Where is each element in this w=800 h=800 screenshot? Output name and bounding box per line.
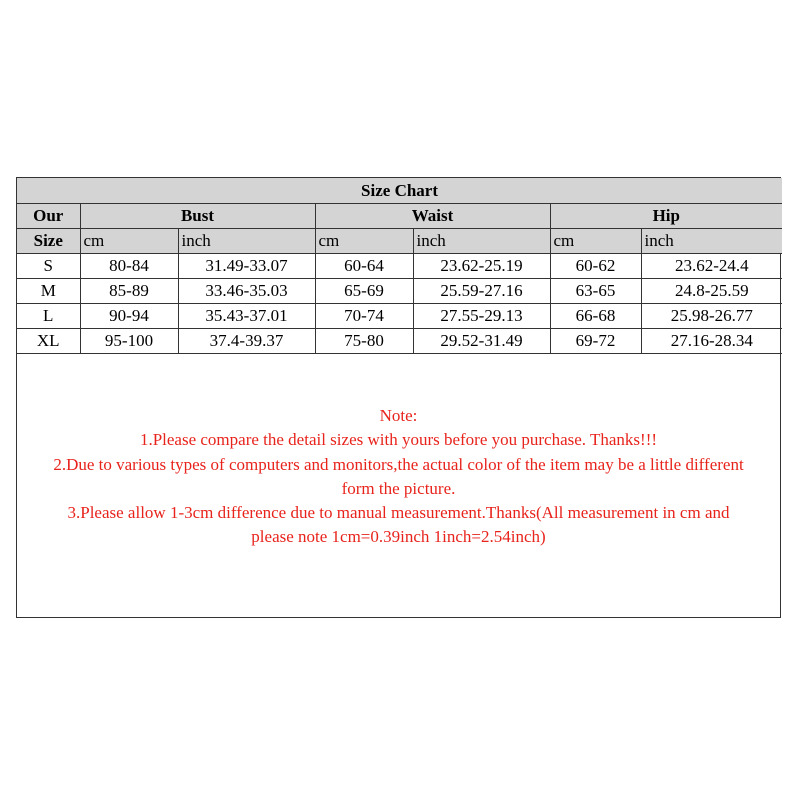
bust-inch-cell: 37.4-39.37	[178, 329, 315, 354]
size-chart	[16, 177, 781, 618]
table-row	[17, 254, 782, 279]
waist-inch-cell: 29.52-31.49	[413, 329, 550, 354]
hip-inch-header: inch	[641, 229, 782, 254]
table-row	[17, 279, 782, 304]
bust-inch-header: inch	[178, 229, 315, 254]
bust-header: Bust	[80, 204, 315, 229]
bust-cm-cell: 85-89	[80, 279, 178, 304]
waist-inch-cell: 23.62-25.19	[413, 254, 550, 279]
note-line: 1.Please compare the detail sizes with yours before you purchase. Thanks!!!	[139, 430, 658, 450]
our-size-header: Our	[17, 204, 80, 229]
waist-header: Waist	[315, 204, 550, 229]
bust-inch-cell: 35.43-37.01	[178, 304, 315, 329]
unit-header-row	[17, 229, 782, 254]
bust-cm-header: cm	[80, 229, 178, 254]
hip-cm-header: cm	[550, 229, 641, 254]
notes-block	[17, 404, 780, 550]
bust-inch-cell: 31.49-33.07	[178, 254, 315, 279]
size-cell: M	[17, 279, 80, 304]
waist-cm-cell: 65-69	[315, 279, 413, 304]
hip-header: Hip	[550, 204, 782, 229]
bust-inch-cell: 33.46-35.03	[178, 279, 315, 304]
hip-cm-cell: 63-65	[550, 279, 641, 304]
waist-cm-header: cm	[315, 229, 413, 254]
note-line: please note 1cm=0.39inch 1inch=2.54inch)	[251, 527, 546, 547]
table-row	[17, 304, 782, 329]
title-row	[17, 178, 782, 204]
note-line: form the picture.	[341, 478, 456, 498]
our-size-header-line2: Size	[17, 229, 80, 254]
table-row	[17, 329, 782, 354]
waist-cm-cell: 75-80	[315, 329, 413, 354]
group-header-row	[17, 204, 782, 229]
size-cell: XL	[17, 329, 80, 354]
bust-cm-cell: 90-94	[80, 304, 178, 329]
size-cell: S	[17, 254, 80, 279]
hip-inch-cell: 25.98-26.77	[641, 304, 782, 329]
note-heading: Note:	[379, 406, 418, 425]
hip-inch-cell: 24.8-25.59	[641, 279, 782, 304]
table-title: Size Chart	[17, 178, 782, 204]
waist-cm-cell: 70-74	[315, 304, 413, 329]
hip-inch-cell: 27.16-28.34	[641, 329, 782, 354]
waist-inch-header: inch	[413, 229, 550, 254]
size-cell: L	[17, 304, 80, 329]
hip-inch-cell: 23.62-24.4	[641, 254, 782, 279]
size-table	[17, 178, 782, 354]
bust-cm-cell: 80-84	[80, 254, 178, 279]
hip-cm-cell: 66-68	[550, 304, 641, 329]
hip-cm-cell: 60-62	[550, 254, 641, 279]
note-line: 2.Due to various types of computers and monitors,the actual color of the item may be a little different	[53, 454, 744, 474]
waist-inch-cell: 27.55-29.13	[413, 304, 550, 329]
waist-inch-cell: 25.59-27.16	[413, 279, 550, 304]
note-line: 3.Please allow 1-3cm difference due to manual measurement.Thanks(All measurement in cm and	[67, 503, 730, 523]
bust-cm-cell: 95-100	[80, 329, 178, 354]
hip-cm-cell: 69-72	[550, 329, 641, 354]
waist-cm-cell: 60-64	[315, 254, 413, 279]
